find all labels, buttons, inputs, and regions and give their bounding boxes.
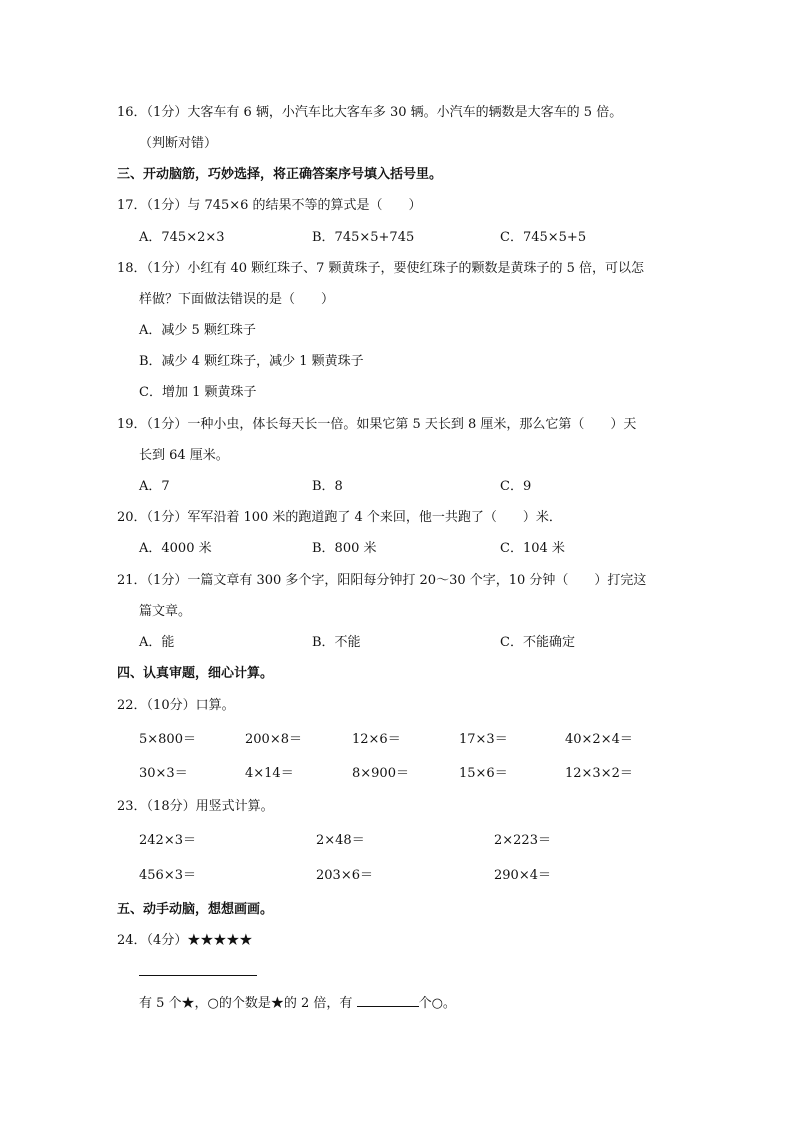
q22-stem: 22．（10分）口算。	[117, 698, 235, 713]
q19-line1: 19．（1分）一种小虫，体长每天长一倍。如果它第 5 天长到 8 厘米，那么它第（ ）天	[117, 417, 637, 432]
q22-item: 15×6＝	[459, 766, 508, 781]
q17-option-c: C．745×5+5	[500, 230, 587, 245]
q20-option-a: A．4000 米	[139, 541, 212, 556]
q22-item: 12×6＝	[352, 732, 401, 747]
q18-option-b: B．减少 4 颗红珠子，减少 1 颗黄珠子	[139, 354, 364, 369]
q18-line1: 18．（1分）小红有 40 颗红珠子、7 颗黄珠子，要使红珠子的颗数是黄珠子的 5 倍，可以怎	[117, 261, 645, 276]
q21-line1: 21．（1分）一篇文章有 300 多个字，阳阳每分钟打 20～30 个字，10 分钟（ ）打完这	[117, 573, 647, 588]
q19-option-a: A．7	[139, 479, 170, 494]
q16-line2: （判断对错）	[139, 136, 218, 151]
q24-stem: 24．（4分）	[117, 933, 188, 948]
q19-option-c: C．9	[500, 479, 532, 494]
q23-item: 2×48＝	[316, 833, 365, 848]
q19-line2: 长到 64 厘米。	[139, 448, 229, 463]
q17-option-b: B．745×5+745	[312, 230, 415, 245]
star-icons: ★★★★★	[187, 933, 253, 948]
q23-item: 242×3＝	[139, 833, 196, 848]
q22-item: 40×2×4＝	[565, 732, 633, 747]
q22-item: 4×14＝	[245, 766, 294, 781]
q19-option-b: B．8	[312, 479, 343, 494]
q21-option-a: A．能	[139, 635, 175, 650]
q23-item: 290×4＝	[494, 868, 551, 883]
q20-stem: 20．（1分）军军沿着 100 米的跑道跑了 4 个来回，他一共跑了（ ）米．	[117, 510, 562, 525]
section-4-title: 四、认真审题，细心计算。	[117, 666, 274, 681]
q24-stem-line	[117, 932, 252, 950]
q22-item: 30×3＝	[139, 766, 188, 781]
drawing-line	[139, 975, 257, 976]
q22-item: 12×3×2＝	[565, 766, 633, 781]
q22-item: 8×900＝	[352, 766, 409, 781]
q22-item: 17×3＝	[459, 732, 508, 747]
q21-option-c: C．不能确定	[500, 635, 575, 650]
q24-answer-post: 个○。	[418, 996, 456, 1011]
q18-option-c: C．增加 1 颗黄珠子	[139, 385, 257, 400]
q20-option-c: C．104 米	[500, 541, 565, 556]
q20-option-b: B．800 米	[312, 541, 377, 556]
q23-item: 2×223＝	[494, 833, 551, 848]
q23-stem: 23．（18分）用竖式计算。	[117, 799, 274, 814]
q17-option-a: A．745×2×3	[139, 230, 225, 245]
q23-item: 456×3＝	[139, 868, 196, 883]
q16-line1: 16．（1分）大客车有 6 辆，小汽车比大客车多 30 辆。小汽车的辆数是大客车的 5 倍。	[117, 105, 623, 120]
q18-option-a: A．减少 5 颗红珠子	[139, 323, 256, 338]
q23-item: 203×6＝	[316, 868, 373, 883]
q22-item: 5×800＝	[139, 732, 196, 747]
q18-line2: 样做？下面做法错误的是（ ）	[139, 292, 335, 307]
q24-answer-line	[139, 994, 456, 1013]
q21-option-b: B．不能	[312, 635, 361, 650]
section-3-title: 三、开动脑筋，巧妙选择，将正确答案序号填入括号里。	[117, 167, 443, 182]
q24-answer-pre: 有 5 个★，○的个数是★的 2 倍，有	[139, 996, 357, 1011]
answer-blank[interactable]	[357, 994, 419, 1007]
q21-line2: 篇文章。	[139, 604, 192, 619]
q22-item: 200×8＝	[245, 732, 302, 747]
section-5-title: 五、动手动脑，想想画画。	[117, 902, 274, 917]
q17-stem: 17．（1分）与 745×6 的结果不等的算式是（ ）	[117, 198, 422, 213]
